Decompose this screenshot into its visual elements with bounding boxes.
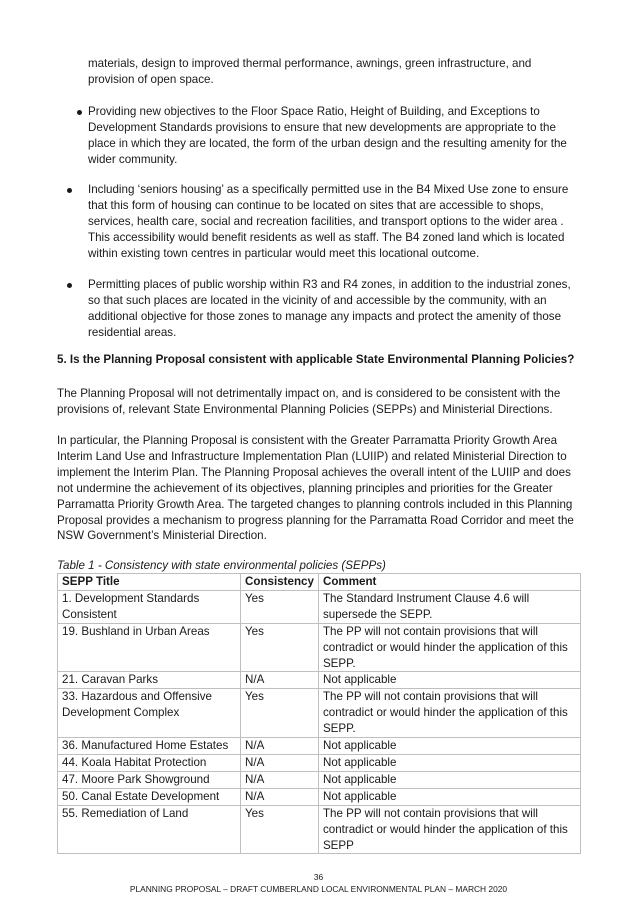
consistency-cell: N/A xyxy=(241,788,319,805)
sepp-title-cell: 33. Hazardous and Offensive Development Complex xyxy=(58,689,241,738)
comment-cell: The Standard Instrument Clause 4.6 will supersede the SEPP. xyxy=(318,590,580,623)
footer-title: PLANNING PROPOSAL – DRAFT CUMBERLAND LOCAL ENVIRONMENTAL PLAN – MARCH 2020 xyxy=(129,884,508,894)
comment-cell: The PP will not contain provisions that will contradict or would hinder the application of this SEPP xyxy=(318,805,580,854)
page-number: 36 xyxy=(313,872,324,882)
comment-cell: The PP will not contain provisions that will contradict or would hinder the application of this SEPP. xyxy=(318,623,580,672)
table-row xyxy=(58,771,581,788)
comment-cell: Not applicable xyxy=(318,788,580,805)
body-paragraph: The Planning Proposal will not detrimentally impact on, and is considered to be consistent with the provisions of, relevant State Environmental Planning Policies (SEPPs) and Ministerial Directions. xyxy=(57,387,561,416)
bullet-item: Providing new objectives to the Floor Space Ratio, Height of Building, and Exceptions to Development Standards provisions to ensure that new developments are appropriate to the place in which they are located, the form of the urban design and the resulting amenity for the wider community. xyxy=(88,105,567,166)
sepp-title-cell: 19. Bushland in Urban Areas xyxy=(58,623,241,672)
consistency-cell: Yes xyxy=(241,590,319,623)
consistency-cell: Yes xyxy=(241,623,319,672)
comment-cell: Not applicable xyxy=(318,754,580,771)
sepp-title-cell: 50. Canal Estate Development xyxy=(58,788,241,805)
sepp-consistency-table xyxy=(57,573,581,854)
table-row xyxy=(58,754,581,771)
bullet-dot xyxy=(77,110,82,115)
bullet-dot xyxy=(67,188,72,193)
comment-cell: Not applicable xyxy=(318,672,580,689)
table-row xyxy=(58,738,581,755)
comment-cell: Not applicable xyxy=(318,771,580,788)
table-row xyxy=(58,805,581,854)
sepp-title-cell: 21. Caravan Parks xyxy=(58,672,241,689)
column-header: SEPP Title xyxy=(58,574,241,591)
consistency-cell: Yes xyxy=(241,689,319,738)
consistency-cell: N/A xyxy=(241,771,319,788)
bullet-dot xyxy=(67,283,72,288)
sepp-title-cell: 44. Koala Habitat Protection xyxy=(58,754,241,771)
table-caption: Table 1 - Consistency with state environmental policies (SEPPs) xyxy=(57,559,386,572)
comment-cell: Not applicable xyxy=(318,738,580,755)
consistency-cell: N/A xyxy=(241,754,319,771)
table-row xyxy=(58,689,581,738)
sepp-title-cell: 47. Moore Park Showground xyxy=(58,771,241,788)
comment-cell: The PP will not contain provisions that will contradict or would hinder the application of this SEPP. xyxy=(318,689,580,738)
section-heading: 5. Is the Planning Proposal consistent with applicable State Environmental Planning Policies? xyxy=(57,353,575,366)
table-row xyxy=(58,623,581,672)
table-row xyxy=(58,590,581,623)
body-paragraph: In particular, the Planning Proposal is consistent with the Greater Parramatta Priority Growth Area Interim Land Use and Infrastructure Implementation Plan (LUIIP) and related Ministerial Direction to implement the Interim Plan. The Planning Proposal achieves the overall intent of the LUIIP and does not undermine the achievement of its objectives, planning principles and priorities for the Greater Parramatta Priority Growth Area. The targeted changes to planning controls included in this Planning Proposal provides a mechanism to progress planning for the Parramatta Road Corridor and meet the NSW Government’s Ministerial Direction. xyxy=(57,434,574,543)
sepp-title-cell: 1. Development Standards Consistent xyxy=(58,590,241,623)
table-row xyxy=(58,788,581,805)
table-header-row xyxy=(58,574,581,591)
column-header: Consistency xyxy=(241,574,319,591)
sepp-title-cell: 36. Manufactured Home Estates xyxy=(58,738,241,755)
table-row xyxy=(58,672,581,689)
consistency-cell: Yes xyxy=(241,805,319,854)
consistency-cell: N/A xyxy=(241,738,319,755)
bullet-item: Including ‘seniors housing’ as a specifically permitted use in the B4 Mixed Use zone to ensure that this form of housing can continue to be located on sites that are accessible to shops, services, health care, social and recreation facilities, and transport options to the wider area . This accessibility would benefit residents as well as staff. The B4 zoned land which is located within existing town centres in particular would meet this locational outcome. xyxy=(88,183,569,260)
bullet-item: Permitting places of public worship within R3 and R4 zones, in addition to the industrial zones, so that such places are located in the vicinity of and accessible by the community, with an additional objective for those zones to manage any impacts and protect the amenity of those residential areas. xyxy=(88,278,571,339)
continuation-paragraph: materials, design to improved thermal performance, awnings, green infrastructure, and provision of open space. xyxy=(88,57,532,86)
consistency-cell: N/A xyxy=(241,672,319,689)
sepp-title-cell: 55. Remediation of Land xyxy=(58,805,241,854)
column-header: Comment xyxy=(318,574,580,591)
